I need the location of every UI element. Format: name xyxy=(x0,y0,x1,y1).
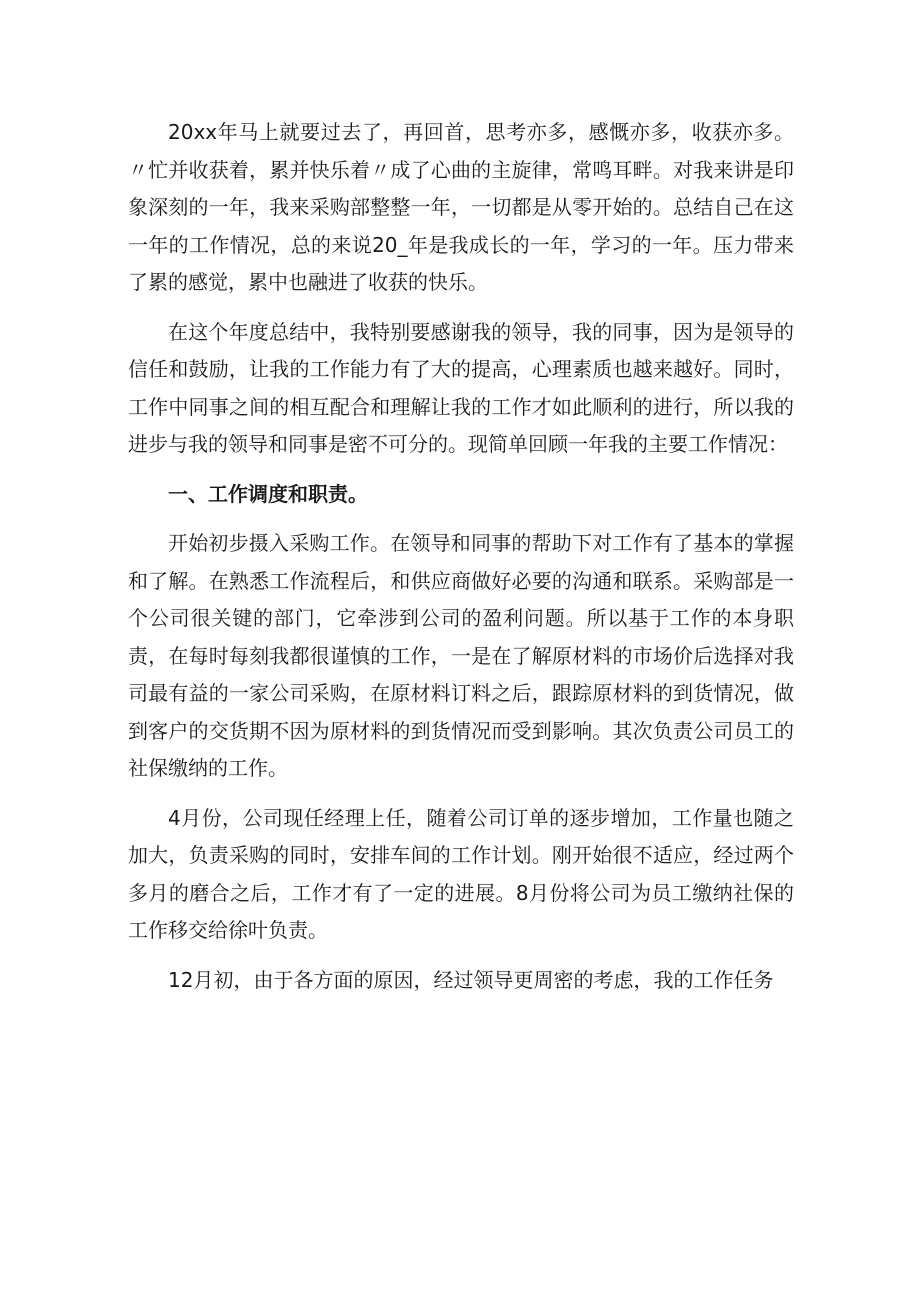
document-page xyxy=(128,114,794,1011)
paragraph-intro: 20xx年马上就要过去了，再回首，思考亦多，感慨亦多，收获亦多。〃忙并收获着，累并快乐着〃成了心曲的主旋律，常鸣耳畔。对我来讲是印象深刻的一年，我来采购部整整一年，一切都是从零开始的。总结自己在这一年的工作情况，总的来说20_年是我成长的一年，学习的一年。压力带来了累的感觉，累中也融进了收获的快乐。 xyxy=(128,120,794,294)
paragraph-thanks: 在这个年度总结中，我特别要感谢我的领导，我的同事，因为是领导的信任和鼓励，让我的工作能力有了大的提高，心理素质也越来越好。同时，工作中同事之间的相互配合和理解让我的工作才如此顺利的进行，所以我的进步与我的领导和同事是密不可分的。现简单回顾一年我的主要工作情况： xyxy=(128,319,794,456)
paragraph-december: 12月初，由于各方面的原因，经过领导更周密的考虑，我的工作任务 xyxy=(168,967,774,992)
paragraph-duties: 开始初步摄入采购工作。在领导和同事的帮助下对工作有了基本的掌握和了解。在熟悉工作流程后，和供应商做好必要的沟通和联系。采购部是一个公司很关键的部门，它牵涉到公司的盈利问题。所以基于工作的本身职责，在每时每刻我都很谨慎的工作，一是在了解原材料的市场价后选择对我司最有益的一家公司采购，在原材料订料之后，跟踪原材料的到货情况，做到客户的交货期不因为原材料的到货情况而受到影响。其次负责公司员工的社保缴纳的工作。 xyxy=(128,531,794,780)
section-heading-work-duties: 一、工作调度和职责。 xyxy=(168,481,368,506)
paragraph-april: 4月份，公司现任经理上任，随着公司订单的逐步增加，工作量也随之加大，负责采购的同时，安排车间的工作计划。刚开始很不适应，经过两个多月的磨合之后，工作才有了一定的进展。8月份将公司为员工缴纳社保的工作移交给徐叶负责。 xyxy=(128,805,794,942)
